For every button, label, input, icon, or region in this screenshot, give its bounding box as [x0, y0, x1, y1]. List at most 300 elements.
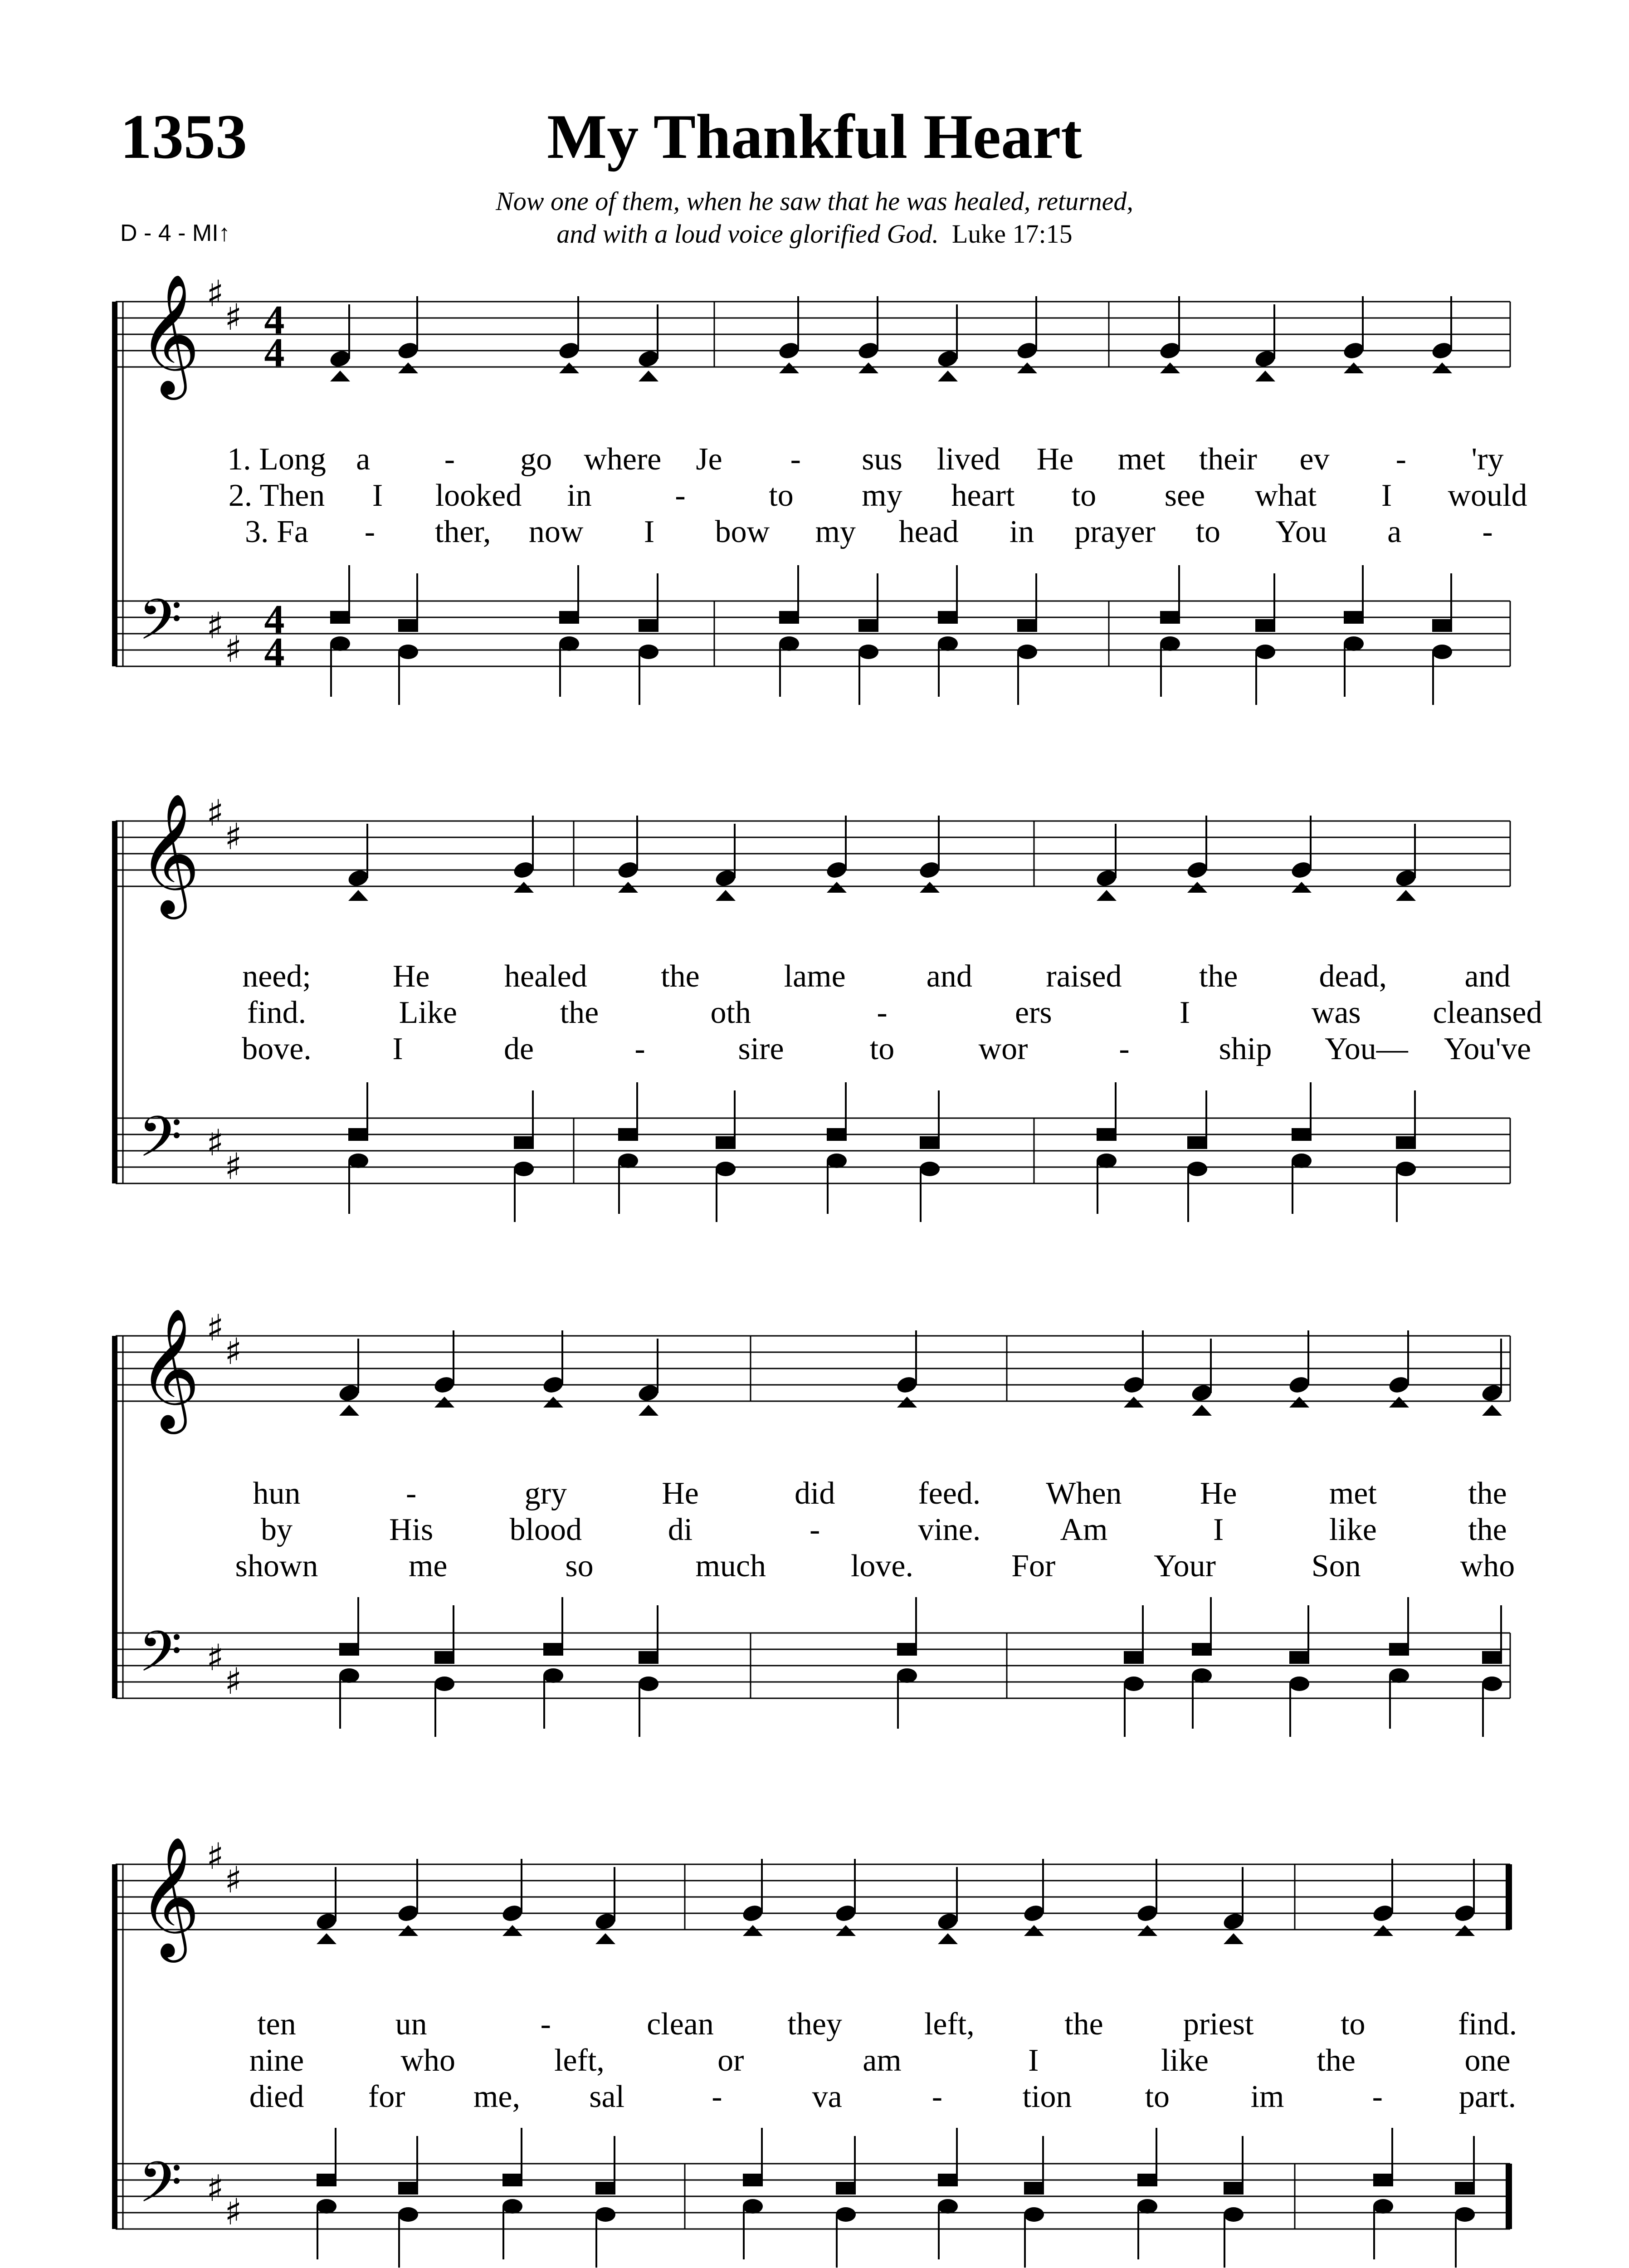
sharp-icon: ♯	[224, 628, 242, 670]
lyric-syllable: and	[926, 959, 972, 994]
note-head	[1455, 2182, 1475, 2195]
lyric-syllable: for	[368, 2079, 405, 2114]
note-head	[1292, 1154, 1312, 1168]
note-head	[595, 2207, 615, 2222]
music-system-1	[112, 273, 1527, 705]
lyric-syllable: so	[565, 1549, 594, 1584]
note-head	[1224, 2182, 1244, 2195]
note-head	[1289, 1677, 1309, 1691]
bass-staff	[116, 1105, 1510, 1188]
lyric-syllable: need;	[242, 959, 311, 994]
note-head	[1024, 1925, 1044, 1936]
note-head	[827, 882, 847, 893]
lyric-syllable: feed.	[918, 1476, 981, 1511]
lyric-syllable: He	[1200, 1476, 1237, 1511]
lyric-syllable: blood	[509, 1512, 582, 1547]
note-head	[348, 1128, 368, 1141]
note-head	[398, 645, 418, 659]
lyric-syllable: -	[406, 1476, 417, 1511]
lyric-syllable: dead,	[1319, 959, 1387, 994]
note-head	[317, 2174, 337, 2186]
hymn-title: My Thankful Heart	[547, 102, 1082, 172]
sharp-icon: ♯	[224, 296, 242, 338]
bass-staff	[116, 2150, 1510, 2233]
note-head	[1396, 1162, 1416, 1176]
lyric-syllable: un	[395, 2007, 427, 2042]
lyric-syllable: was	[1311, 995, 1361, 1030]
lyric-syllable: find.	[247, 995, 307, 1030]
lyric-syllable: the	[1468, 1476, 1507, 1511]
note-head	[1455, 2207, 1475, 2222]
note-head	[1024, 2182, 1044, 2195]
note-head	[1432, 645, 1452, 659]
note-head	[1224, 2207, 1244, 2222]
lyric-syllable: in	[1009, 514, 1034, 549]
lyric-syllable: -	[1482, 514, 1493, 549]
lyric-syllable: He	[1036, 442, 1074, 477]
lyric-syllable: much	[695, 1549, 766, 1584]
note-head	[1373, 2174, 1393, 2186]
music-system-4	[112, 1835, 1517, 2268]
note-head	[330, 611, 350, 624]
lyric-syllable: left,	[554, 2043, 605, 2078]
note-head	[897, 1397, 917, 1408]
lyric-syllable: wor	[978, 1031, 1028, 1066]
lyric-syllable: the	[661, 959, 700, 994]
lyric-syllable: I	[1381, 478, 1392, 513]
scripture-text-italic: and with a loud voice glorified God.	[556, 219, 939, 249]
lyric-syllable: I	[1028, 2043, 1039, 2078]
lyric-syllable: You	[1275, 514, 1327, 549]
lyric-syllable: de	[503, 1031, 534, 1066]
treble-clef-icon: 𝄞	[138, 274, 200, 395]
lyric-syllable: heart	[951, 478, 1015, 513]
note-head	[618, 1128, 638, 1141]
note-head	[639, 645, 658, 659]
lyric-syllable: or	[717, 2043, 744, 2078]
treble-staff	[116, 792, 1510, 919]
sharp-icon: ♯	[224, 2191, 242, 2233]
note-head	[398, 619, 418, 632]
note-head	[1432, 362, 1452, 373]
lyric-syllable: left,	[924, 2007, 975, 2042]
lyric-syllable: they	[787, 2007, 842, 2042]
note-head	[743, 2199, 763, 2214]
note-head	[1396, 1136, 1416, 1149]
sharp-icon: ♯	[206, 1307, 224, 1349]
note-head	[434, 1651, 454, 1664]
lyric-syllable: Am	[1060, 1512, 1108, 1547]
lyric-syllable: now	[528, 514, 584, 549]
note-head	[1017, 645, 1037, 659]
lyric-syllable: -	[1119, 1031, 1130, 1066]
lyric-syllable: would	[1448, 478, 1527, 513]
lyric-syllable: -	[1395, 442, 1406, 477]
lyric-syllable: the	[1064, 2007, 1103, 2042]
scripture-reference: Luke 17:15	[951, 219, 1073, 249]
lyric-syllable: -	[675, 478, 686, 513]
note-head	[1017, 362, 1037, 373]
note-head	[1192, 1405, 1212, 1416]
note-head	[938, 371, 958, 381]
time-signature-digit: 4	[264, 630, 285, 675]
note-head	[559, 362, 579, 373]
lyric-syllable: me,	[473, 2079, 520, 2114]
lyric-syllable: head	[898, 514, 959, 549]
note-head	[1455, 1925, 1475, 1936]
note-head	[920, 1136, 940, 1149]
note-head	[1137, 2199, 1157, 2214]
lyric-syllable: Your	[1154, 1549, 1216, 1584]
note-head	[339, 1668, 359, 1683]
note-head	[938, 611, 958, 624]
note-head	[779, 636, 799, 651]
note-head	[559, 636, 579, 651]
note-head	[514, 882, 534, 893]
lyric-syllable: -	[364, 514, 376, 549]
bass-clef-icon: 𝄢	[138, 2150, 182, 2229]
system-bracket	[112, 1336, 117, 1698]
lyric-syllable: -	[634, 1031, 645, 1066]
lyric-syllable: met	[1329, 1476, 1377, 1511]
note-head	[920, 1162, 940, 1176]
note-head	[1292, 882, 1312, 893]
lyric-syllable: by	[261, 1512, 293, 1547]
note-head	[1289, 1397, 1309, 1408]
note-head	[1137, 2174, 1157, 2186]
note-head	[1292, 1128, 1312, 1141]
lyric-syllable: their	[1199, 442, 1257, 477]
note-head	[1192, 1643, 1212, 1656]
lyric-syllable: where	[584, 442, 662, 477]
sharp-icon: ♯	[224, 1330, 242, 1373]
note-head	[938, 1933, 958, 1944]
note-head	[1255, 619, 1275, 632]
note-head	[639, 619, 658, 632]
time-signature-digit: 4	[264, 597, 285, 642]
note-head	[502, 2199, 522, 2214]
note-head	[543, 1643, 563, 1656]
note-head	[317, 1933, 337, 1944]
note-head	[434, 1397, 454, 1408]
lyric-syllable: healed	[504, 959, 587, 994]
note-head	[1124, 1397, 1144, 1408]
note-head	[639, 1651, 658, 1664]
lyric-syllable: what	[1254, 478, 1317, 513]
note-head	[1482, 1651, 1502, 1664]
lyric-syllable: tion	[1022, 2079, 1072, 2114]
note-head	[1160, 636, 1180, 651]
final-barline	[1506, 1864, 1512, 1930]
time-signature-digit: 4	[264, 330, 285, 375]
note-head	[595, 2182, 615, 2195]
note-head	[1432, 619, 1452, 632]
note-head	[639, 1405, 658, 1416]
bass-staff	[116, 587, 1510, 675]
note-head	[938, 2174, 958, 2186]
bass-clef-icon: 𝄢	[138, 1619, 182, 1698]
note-head	[595, 1933, 615, 1944]
lyric-syllable: who	[1460, 1549, 1515, 1584]
treble-clef-icon: 𝄞	[138, 1308, 200, 1429]
note-head	[1224, 1933, 1244, 1944]
note-head	[1344, 636, 1364, 651]
lyric-syllable: like	[1161, 2043, 1209, 2078]
treble-staff	[116, 273, 1510, 400]
note-head	[743, 2174, 763, 2186]
lyric-syllable: Son	[1311, 1549, 1361, 1584]
hymn-number: 1353	[120, 102, 247, 172]
lyric-syllable: lame	[784, 959, 846, 994]
lyric-syllable: im	[1250, 2079, 1284, 2114]
note-head	[1137, 1925, 1157, 1936]
note-head	[339, 1643, 359, 1656]
note-head	[920, 882, 940, 893]
lyric-syllable: -	[712, 2079, 722, 2114]
note-head	[1124, 1651, 1144, 1664]
sharp-icon: ♯	[206, 2167, 224, 2209]
lyric-syllable: oth	[710, 995, 751, 1030]
note-head	[330, 371, 350, 381]
note-head	[1373, 2199, 1393, 2214]
lyric-syllable: di	[668, 1512, 693, 1547]
note-head	[317, 2199, 337, 2214]
music-system-3	[112, 1307, 1515, 1737]
lyric-syllable: the	[1317, 2043, 1356, 2078]
lyric-syllable: ers	[1014, 995, 1052, 1030]
note-head	[1482, 1677, 1502, 1691]
lyric-syllable: like	[1329, 1512, 1377, 1547]
lyric-syllable: When	[1046, 1476, 1122, 1511]
note-head	[1187, 1162, 1207, 1176]
lyric-syllable: Like	[399, 995, 457, 1030]
note-head	[897, 1643, 917, 1656]
lyric-syllable: cleansed	[1433, 995, 1542, 1030]
system-bracket	[112, 1864, 117, 2229]
lyric-syllable: 'ry	[1471, 442, 1504, 477]
lyric-syllable: sal	[589, 2079, 625, 2114]
lyric-syllable: a	[356, 442, 371, 477]
time-signature-digit: 4	[264, 298, 285, 342]
note-head	[1187, 882, 1207, 893]
lyric-syllable: va	[812, 2079, 842, 2114]
note-head	[1389, 1643, 1409, 1656]
lyric-syllable: I	[644, 514, 655, 549]
lyric-syllable: part.	[1458, 2079, 1517, 2114]
lyric-syllable: looked	[435, 478, 522, 513]
lyric-syllable: see	[1164, 478, 1205, 513]
note-head	[1124, 1677, 1144, 1691]
note-head	[1187, 1136, 1207, 1149]
note-head	[434, 1677, 454, 1691]
lyric-syllable: sire	[738, 1031, 784, 1066]
scripture-text-line-1: Now one of them, when he saw that he was healed, returned,	[496, 186, 1133, 216]
note-head	[330, 636, 350, 651]
note-head	[836, 2207, 856, 2222]
lyric-syllable: hun	[253, 1476, 301, 1511]
lyric-syllable: lived	[936, 442, 1000, 477]
lyric-syllable: -	[877, 995, 888, 1030]
note-head	[398, 1925, 418, 1936]
lyric-syllable: to	[1071, 478, 1097, 513]
lyric-syllable: who	[400, 2043, 456, 2078]
lyric-syllable: raised	[1046, 959, 1122, 994]
note-head	[1396, 890, 1416, 901]
note-head	[1255, 371, 1275, 381]
lyric-syllable: ship	[1219, 1031, 1272, 1066]
note-head	[543, 1397, 563, 1408]
lyric-syllable: He	[662, 1476, 699, 1511]
sharp-icon: ♯	[224, 1145, 242, 1188]
note-head	[639, 1677, 658, 1691]
note-head	[502, 1925, 522, 1936]
treble-clef-icon: 𝄞	[138, 793, 200, 914]
note-head	[1482, 1405, 1502, 1416]
sharp-icon: ♯	[224, 816, 242, 858]
note-head	[348, 890, 368, 901]
lyric-syllable: priest	[1183, 2007, 1254, 2042]
lyric-syllable: -	[444, 442, 455, 477]
system-bracket	[112, 821, 117, 1183]
note-head	[348, 1154, 368, 1168]
lyric-syllable: the	[560, 995, 599, 1030]
lyric-syllable: Je	[696, 442, 722, 477]
note-head	[858, 645, 878, 659]
lyric-syllable: I	[392, 1031, 403, 1066]
lyric-syllable: bow	[715, 514, 770, 549]
music-system-2	[112, 792, 1542, 1222]
lyric-syllable: I	[372, 478, 383, 513]
lyric-syllable: gry	[524, 1476, 567, 1511]
lyric-syllable: am	[863, 2043, 902, 2078]
note-head	[1097, 1128, 1117, 1141]
system-bracket	[112, 302, 117, 666]
note-head	[1289, 1651, 1309, 1664]
lyric-syllable: I	[1213, 1512, 1224, 1547]
bass-clef-icon: 𝄢	[138, 587, 182, 666]
lyric-syllable: -	[540, 2007, 551, 2042]
lyric-syllable: ther,	[435, 514, 491, 549]
lyric-syllable: I	[1179, 995, 1190, 1030]
lyric-syllable: ten	[257, 2007, 296, 2042]
note-head	[716, 1136, 736, 1149]
note-head	[1017, 619, 1037, 632]
lyric-syllable: died	[249, 2079, 304, 2114]
treble-staff	[116, 1307, 1510, 1434]
lyric-syllable: clean	[647, 2007, 714, 2042]
note-head	[836, 1925, 856, 1936]
lyric-syllable: to	[869, 1031, 895, 1066]
lyric-syllable: to	[1195, 514, 1221, 549]
note-head	[858, 362, 878, 373]
note-head	[1024, 2207, 1044, 2222]
lyric-syllable: in	[567, 478, 592, 513]
sharp-icon: ♯	[206, 1122, 224, 1164]
lyric-syllable: bove.	[242, 1031, 312, 1066]
lyric-syllable: 2. Then	[228, 478, 325, 513]
note-head	[1389, 1668, 1409, 1683]
lyric-syllable: a	[1387, 514, 1402, 549]
sharp-icon: ♯	[206, 273, 224, 315]
note-head	[618, 1154, 638, 1168]
lyric-syllable: You—	[1325, 1031, 1408, 1066]
lyric-syllable: vine.	[918, 1512, 981, 1547]
lyric-syllable: the	[1468, 1512, 1507, 1547]
note-head	[1160, 611, 1180, 624]
bass-clef-icon: 𝄢	[138, 1105, 182, 1183]
note-head	[1097, 890, 1117, 901]
lyric-syllable: prayer	[1074, 514, 1156, 549]
note-head	[1192, 1668, 1212, 1683]
lyric-syllable: ev	[1299, 442, 1330, 477]
lyric-syllable: 3. Fa	[245, 514, 308, 549]
note-head	[559, 611, 579, 624]
note-head	[836, 2182, 856, 2195]
sharp-icon: ♯	[206, 605, 224, 647]
note-head	[938, 2199, 958, 2214]
lyric-syllable: go	[520, 442, 552, 477]
lyric-syllable: -	[790, 442, 801, 477]
note-head	[618, 882, 638, 893]
lyric-syllable: my	[862, 478, 902, 513]
note-head	[1373, 1925, 1393, 1936]
lyric-syllable: You've	[1444, 1031, 1531, 1066]
lyric-syllable: sus	[862, 442, 902, 477]
note-head	[743, 1925, 763, 1936]
sharp-icon: ♯	[224, 1859, 242, 1901]
note-head	[897, 1668, 917, 1683]
lyric-syllable: and	[1464, 959, 1511, 994]
lyric-syllable: -	[1372, 2079, 1383, 2114]
lyric-syllable: to	[1145, 2079, 1170, 2114]
note-head	[1097, 1154, 1117, 1168]
note-head	[779, 611, 799, 624]
lyric-syllable: love.	[850, 1549, 914, 1584]
note-head	[1344, 611, 1364, 624]
lyric-syllable: to	[769, 478, 794, 513]
note-head	[1344, 362, 1364, 373]
lyric-syllable: His	[389, 1512, 434, 1547]
note-head	[339, 1405, 359, 1416]
note-head	[827, 1128, 847, 1141]
lyric-syllable: me	[408, 1549, 448, 1584]
lyric-syllable: For	[1011, 1549, 1056, 1584]
lyric-syllable: one	[1464, 2043, 1511, 2078]
lyric-syllable: nine	[249, 2043, 304, 2078]
lyric-syllable: He	[392, 959, 430, 994]
sharp-icon: ♯	[206, 1835, 224, 1877]
note-head	[639, 371, 658, 381]
lyric-syllable: did	[794, 1476, 835, 1511]
note-head	[716, 890, 736, 901]
lyric-syllable: -	[810, 1512, 820, 1547]
note-head	[398, 2182, 418, 2195]
note-head	[827, 1154, 847, 1168]
note-head	[1255, 645, 1275, 659]
note-head	[514, 1136, 534, 1149]
note-head	[858, 619, 878, 632]
note-head	[398, 362, 418, 373]
lyric-syllable: to	[1341, 2007, 1366, 2042]
sharp-icon: ♯	[206, 1637, 224, 1679]
note-head	[779, 362, 799, 373]
lyric-syllable: -	[932, 2079, 943, 2114]
lyric-syllable: my	[815, 514, 856, 549]
note-head	[514, 1162, 534, 1176]
sharp-icon: ♯	[206, 792, 224, 834]
note-head	[502, 2174, 522, 2186]
key-code: D - 4 - MI↑	[120, 220, 230, 246]
